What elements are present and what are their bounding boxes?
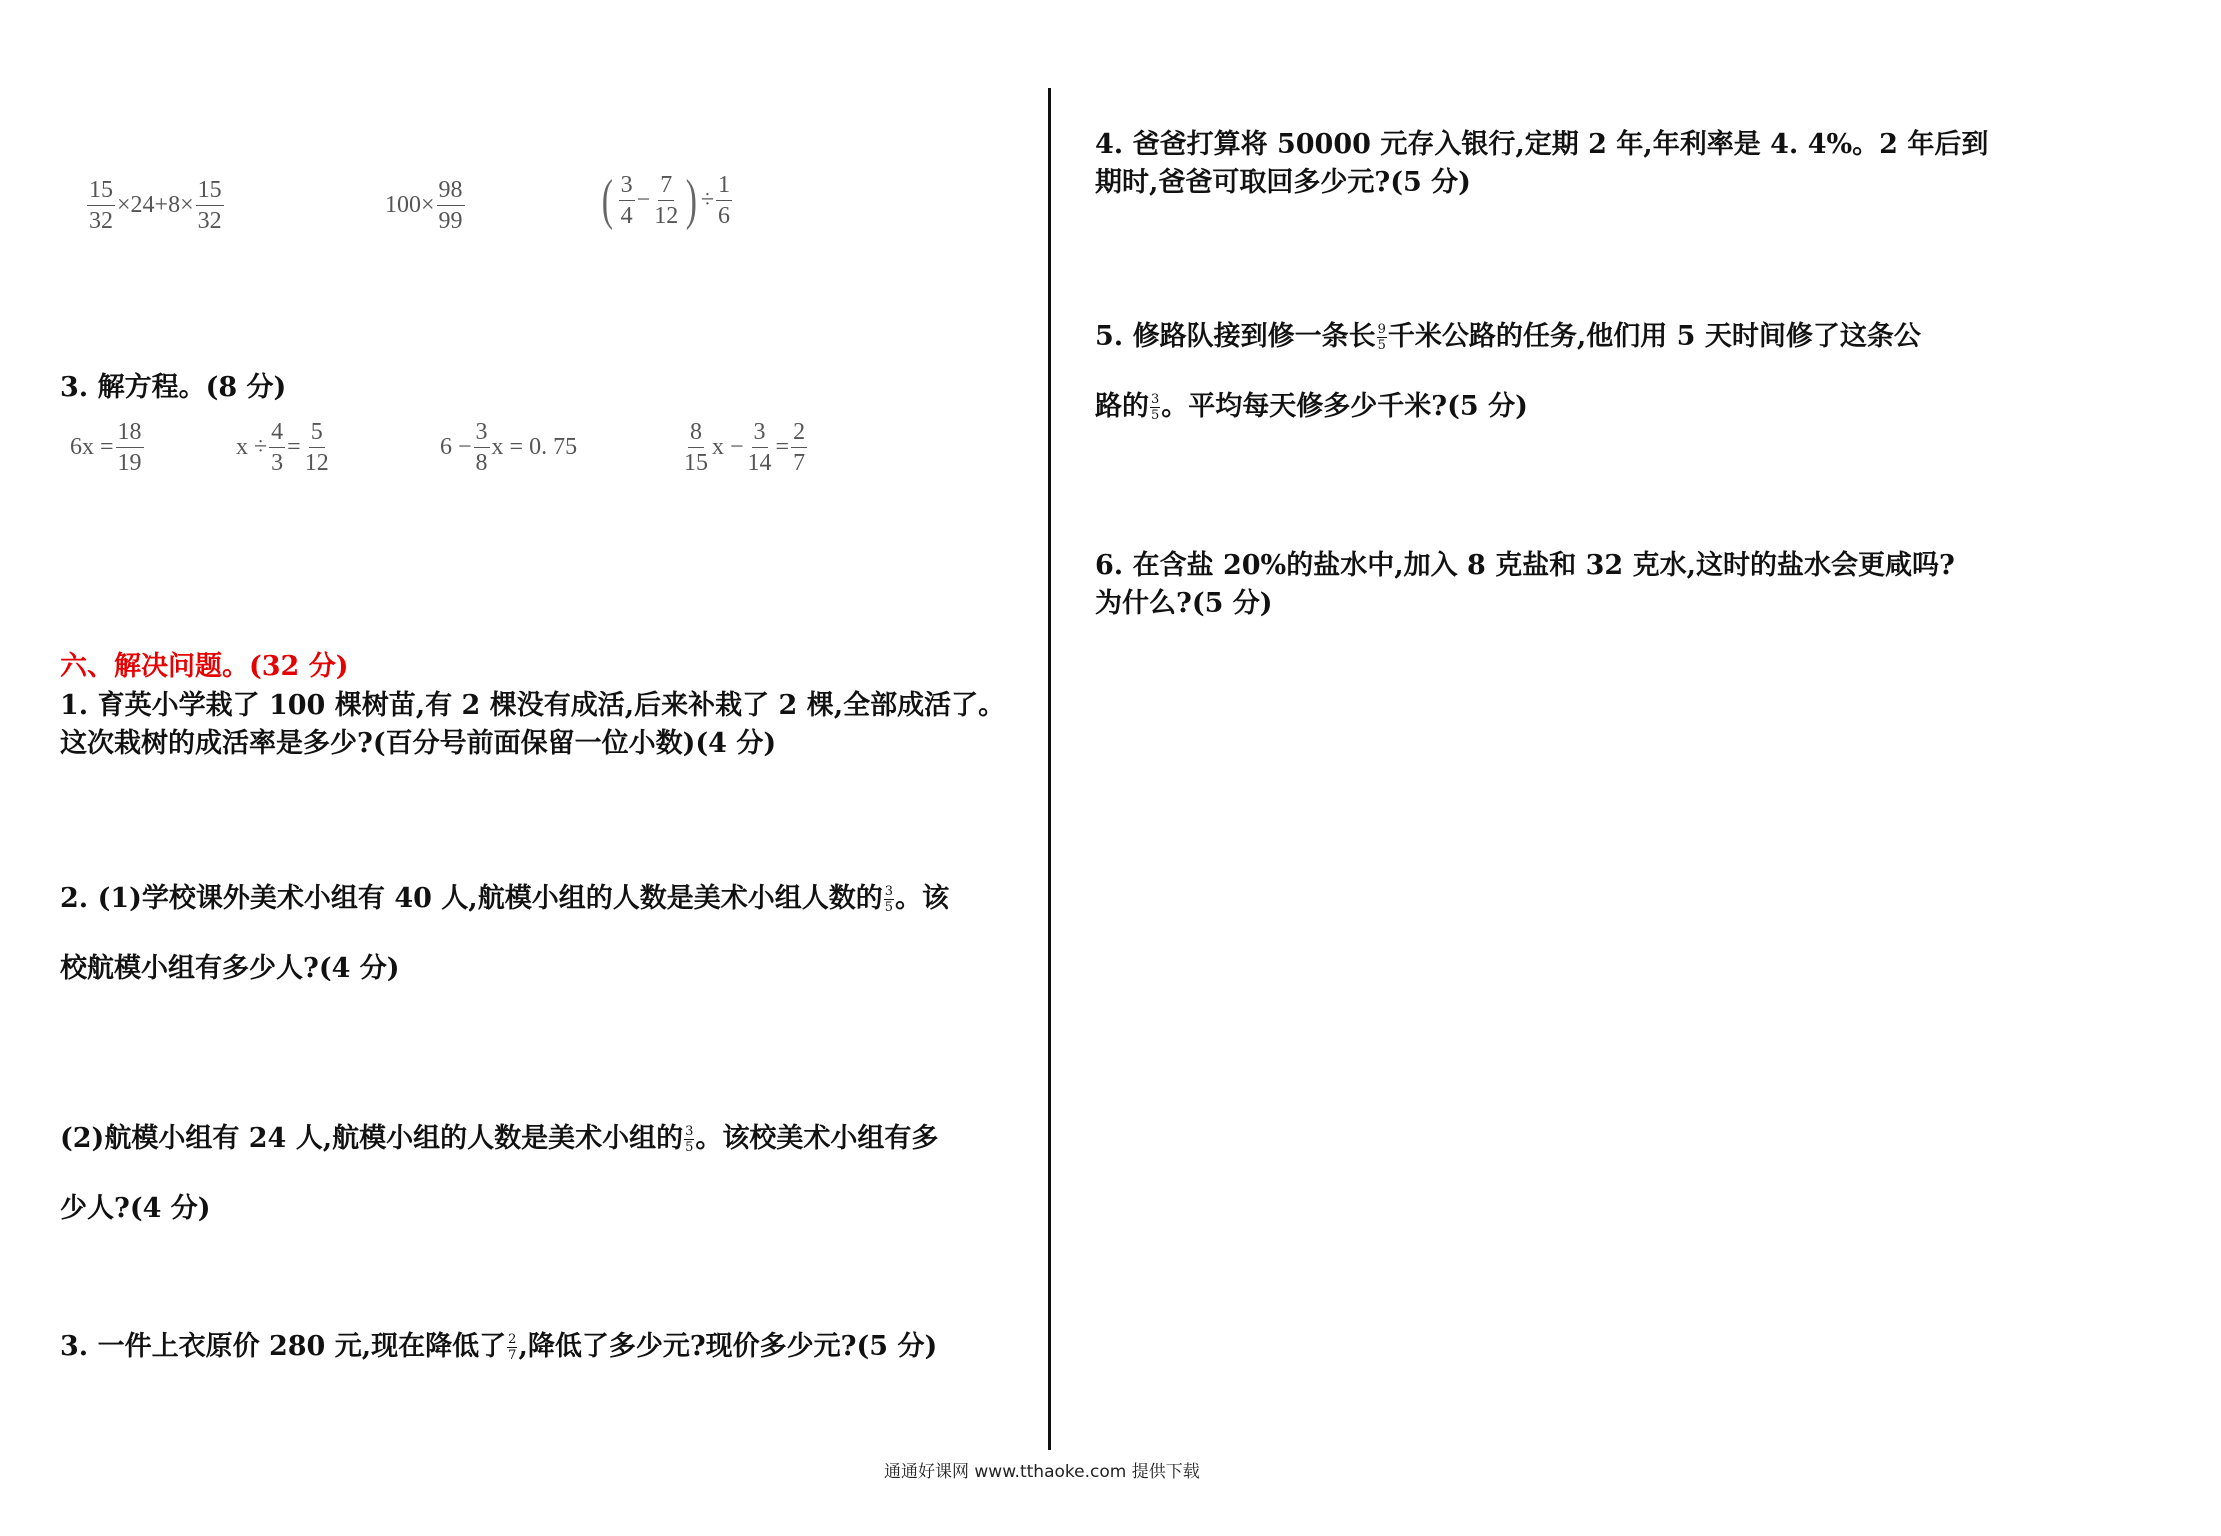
problem-2-1-line-2: 校航模小组有多少人?(4 分) [60, 953, 400, 984]
problem-2-2-line-1: (2)航模小组有 24 人,航模小组的人数是美术小组的 $\frac{3}{5}$ 。该校美术小组有多 [60, 1123, 939, 1155]
equation-3: 6 − $\frac{3}{8}$ x = 0. 75 [440, 419, 578, 476]
fraction: $\frac{9}{5}$ [1377, 322, 1386, 353]
problem-6-line-2: 为什么?(5 分) [1095, 588, 1273, 619]
problem-6-line-1: 6. 在含盐 20%的盐水中,加入 8 克盐和 32 克水,这时的盐水会更咸吗? [1095, 550, 1955, 581]
fraction: $\frac{3}{5}$ [1151, 392, 1160, 423]
right-paren: ) [685, 169, 698, 231]
equation-2: x ÷ $\frac{4}{3}$ = $\frac{5}{12}$ [236, 419, 329, 476]
problem-5-line-2: 路的 $\frac{3}{5}$ 。平均每天修多少千米?(5 分) [1095, 391, 1528, 423]
calc-expression-2: 100× $\frac{98}{99}$ [385, 177, 463, 234]
problem-4-line-1: 4. 爸爸打算将 50000 元存入银行,定期 2 年,年利率是 4. 4%。2 年后到 [1095, 129, 1989, 160]
problem-2-2-line-2: 少人?(4 分) [60, 1193, 211, 1224]
problem-2-1-line-1: 2. (1)学校课外美术小组有 40 人,航模小组的人数是美术小组人数的 $\frac{3}{5}$ 。该 [60, 883, 949, 915]
problem-1-line-2: 这次栽树的成活率是多少?(百分号前面保留一位小数)(4 分) [60, 728, 777, 759]
equation-1: 6x = $\frac{18}{19}$ [70, 419, 142, 476]
equation-4: $\frac{8}{15}$ x − $\frac{3}{14}$ = $\frac{2}{7}$ [684, 419, 806, 476]
problem-1-line-1: 1. 育英小学栽了 100 棵树苗,有 2 棵没有成活,后来补栽了 2 棵,全部成活了。 [60, 690, 1006, 721]
fraction: $\frac{3}{5}$ [884, 884, 893, 915]
section-title: 六、解决问题。(32 分) [60, 651, 349, 682]
fraction: $\frac{3}{5}$ [685, 1124, 694, 1155]
problem-4-line-2: 期时,爸爸可取回多少元?(5 分) [1095, 167, 1471, 198]
column-divider [1048, 88, 1051, 1450]
problem-3: 3. 一件上衣原价 280 元,现在降低了 $\frac{2}{7}$ ,降低了多少元?现价多少元?(5 分) [60, 1331, 938, 1363]
problem-5-line-1: 5. 修路队接到修一条长 $\frac{9}{5}$ 千米公路的任务,他们用 5 天时间修了这条公 [1095, 321, 1921, 353]
fraction: $\frac{2}{7}$ [508, 1332, 517, 1363]
footer-credit: 通通好课网 www.tthaoke.com 提供下载 [884, 1462, 1200, 1482]
calc-expression-1: $\frac{15}{32}$ ×24+8× $\frac{15}{32}$ [89, 177, 222, 234]
calc-expression-3: ( $\frac{3}{4}$ − $\frac{7}{12}$ ) ÷ $\frac{1}{6}$ [601, 169, 731, 231]
left-paren: ( [601, 169, 613, 231]
equations-heading: 3. 解方程。(8 分) [60, 372, 287, 403]
